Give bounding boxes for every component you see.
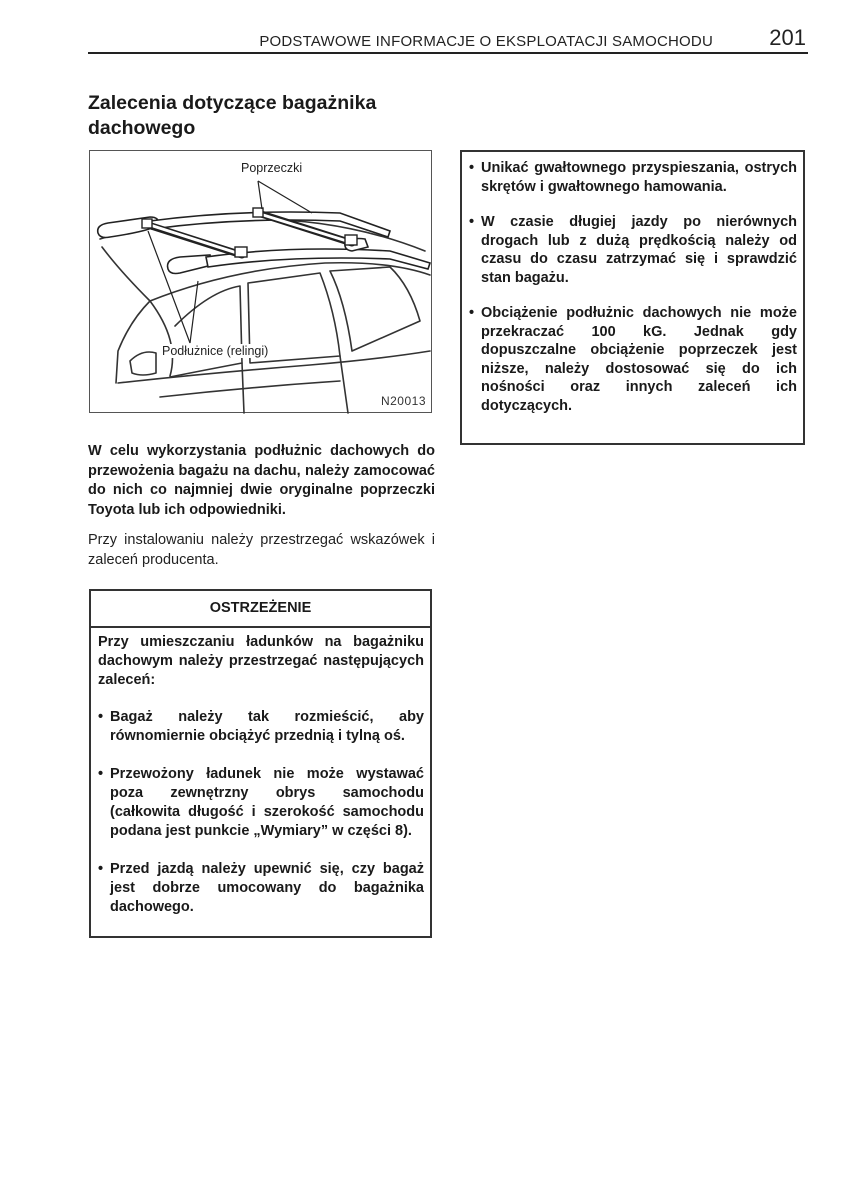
header-rule [88, 52, 808, 54]
caution-item [469, 304, 797, 415]
warning-list [98, 708, 424, 936]
section-title: PODSTAWOWE INFORMACJE O EKSPLOATACJI SAMOCHODU [259, 33, 713, 50]
figure-code: N20013 [380, 394, 426, 408]
label-rails: Podłużnice (relingi) [162, 344, 269, 358]
caution-item-text: Unikać gwałtownego przyspieszania, ostrych skrętów i gwałtownego hamowania. [481, 160, 797, 195]
warning-item-text: Przed jazdą należy upewnić się, czy bagaż jest dobrze umocowany do bagażnika dachowego. [110, 861, 424, 915]
bullet-icon: • [469, 214, 475, 230]
caution-item-text: W czasie długiej jazdy po nierównych drogach lub z dużą prędkością należy od czasu do czasu zatrzymać się i sprawdzić stan bagażu. [481, 214, 797, 286]
caution-box [460, 150, 805, 445]
warning-title: OSTRZEŻENIE [209, 600, 312, 616]
warning-item [98, 765, 424, 841]
roof-rack-illustration [90, 151, 433, 414]
caution-item [469, 213, 797, 287]
page-header [88, 26, 808, 54]
bullet-icon: • [98, 766, 104, 782]
label-crossbars: Poprzeczki [241, 161, 303, 175]
rack-mounting-paragraph: W celu wykorzystania podłużnic dachowych do przewożenia bagażu na dachu, należy zamocować do nich co najmniej dwie oryginalne poprzeczki Toyota lub ich odpowiedniki. [88, 443, 435, 518]
bullet-icon: • [98, 709, 104, 725]
roof-rack-figure [89, 150, 432, 413]
caution-item [469, 159, 797, 196]
caution-list [469, 159, 797, 432]
warning-divider [91, 626, 430, 628]
page-number: 201 [769, 25, 806, 50]
bullet-icon: • [469, 305, 475, 321]
installation-paragraph: Przy instalowaniu należy przestrzegać wskazówek i zaleceń producenta. [88, 532, 435, 568]
bullet-icon: • [469, 160, 475, 176]
page-title: Zalecenia dotyczące bagażnika dachowego [88, 92, 377, 139]
warning-item-text: Przewożony ładunek nie może wystawać poza zewnętrzny obrys samochodu (całkowita długość i szerokość samochodu podana jest punkcie „Wymiary” w części 8). [110, 766, 424, 839]
bullet-icon: • [98, 861, 104, 877]
warning-box [89, 589, 432, 938]
warning-intro: Przy umieszczaniu ładunków na bagażniku dachowym należy przestrzegać następujących zaleceń: [98, 634, 424, 688]
warning-item-text: Bagaż należy tak rozmieścić, aby równomiernie obciążyć przednią i tylną oś. [110, 709, 424, 744]
warning-item [98, 860, 424, 917]
warning-item [98, 708, 424, 746]
caution-item-text: Obciążenie podłużnic dachowych nie może przekraczać 100 kG. Jednak gdy dopuszczalne obciążenie poprzeczek jest niższe, należy dostosować się do ich nośności oraz innych zaleceń ich dotyczących. [481, 305, 797, 414]
